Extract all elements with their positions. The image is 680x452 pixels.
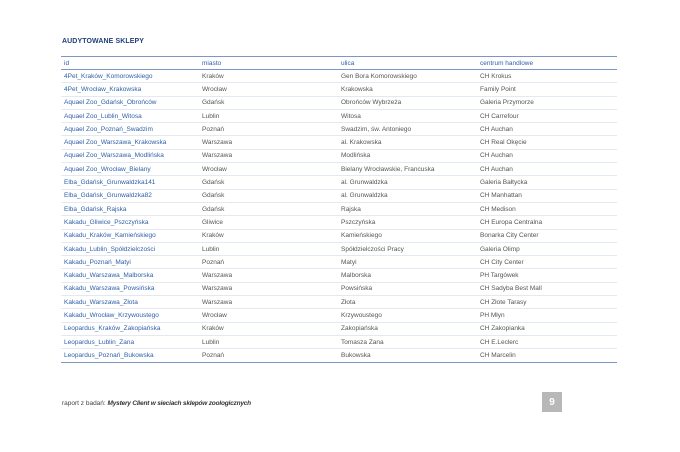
cell-city: Poznań bbox=[199, 256, 338, 269]
cell-city: Kraków bbox=[199, 322, 338, 335]
cell-mall: CH Carrefour bbox=[477, 109, 617, 122]
cell-id: Aquael Zoo_Warszawa_Krakowska bbox=[61, 136, 199, 149]
cell-mall: CH Auchan bbox=[477, 123, 617, 136]
cell-id: Aquael Zoo_Lublin_Witosa bbox=[61, 109, 199, 122]
table-row bbox=[61, 216, 617, 229]
cell-id: Kakadu_Gliwice_Pszczyńska bbox=[61, 216, 199, 229]
cell-mall: CH Real Okęcie bbox=[477, 136, 617, 149]
column-header-id: id bbox=[61, 57, 199, 70]
cell-mall: CH Sadyba Best Mall bbox=[477, 282, 617, 295]
cell-street: Powsińska bbox=[338, 282, 477, 295]
cell-mall: CH Krokus bbox=[477, 70, 617, 83]
cell-city: Lublin bbox=[199, 109, 338, 122]
cell-street: Gen Bora Komorowskiego bbox=[338, 70, 477, 83]
cell-street: Obrońców Wybrzeża bbox=[338, 96, 477, 109]
cell-id: Elba_Gdańsk_Rajska bbox=[61, 202, 199, 215]
cell-id: Aquael Zoo_Warszawa_Modlińska bbox=[61, 149, 199, 162]
cell-id: Kakadu_Lublin_Spółdzielczości bbox=[61, 242, 199, 255]
table-row bbox=[61, 242, 617, 255]
cell-mall: CH Auchan bbox=[477, 149, 617, 162]
table-row bbox=[61, 309, 617, 322]
cell-street: Krakowska bbox=[338, 83, 477, 96]
cell-mall: CH E.Leclerc bbox=[477, 335, 617, 348]
cell-city: Lublin bbox=[199, 335, 338, 348]
table-row bbox=[61, 123, 617, 136]
cell-street: Tomasza Zana bbox=[338, 335, 477, 348]
table-row bbox=[61, 109, 617, 122]
cell-id: Kakadu_Poznań_Matyi bbox=[61, 256, 199, 269]
cell-street: Zakopiańska bbox=[338, 322, 477, 335]
cell-id: Kakadu_Warszawa_Powsińska bbox=[61, 282, 199, 295]
cell-street: Bukowska bbox=[338, 349, 477, 362]
cell-mall: CH Manhattan bbox=[477, 189, 617, 202]
table-row bbox=[61, 149, 617, 162]
cell-street: Swadzim, św. Antoniego bbox=[338, 123, 477, 136]
cell-city: Lublin bbox=[199, 242, 338, 255]
cell-mall: CH Złote Tarasy bbox=[477, 296, 617, 309]
cell-city: Poznań bbox=[199, 349, 338, 362]
cell-mall: CH Medison bbox=[477, 202, 617, 215]
cell-city: Gdańsk bbox=[199, 202, 338, 215]
cell-mall: Bonarka City Center bbox=[477, 229, 617, 242]
cell-street: al. Grunwaldzka bbox=[338, 189, 477, 202]
cell-street: Rajska bbox=[338, 202, 477, 215]
table-row bbox=[61, 335, 617, 348]
cell-mall: Galeria Bałtycka bbox=[477, 176, 617, 189]
cell-city: Kraków bbox=[199, 70, 338, 83]
cell-street: Krzywoustego bbox=[338, 309, 477, 322]
table-row bbox=[61, 282, 617, 295]
report-title: Mystery Client w sieciach sklepów zoologicznych bbox=[107, 400, 251, 407]
report-footer bbox=[62, 400, 251, 407]
cell-street: Bielany Wrocławskie, Francuska bbox=[338, 163, 477, 176]
cell-id: Elba_Gdańsk_Grunwaldzka82 bbox=[61, 189, 199, 202]
table-row bbox=[61, 202, 617, 215]
cell-id: Kakadu_Kraków_Kamieńskiego bbox=[61, 229, 199, 242]
cell-city: Warszawa bbox=[199, 149, 338, 162]
cell-city: Warszawa bbox=[199, 282, 338, 295]
cell-city: Warszawa bbox=[199, 296, 338, 309]
cell-city: Gdańsk bbox=[199, 176, 338, 189]
cell-city: Wrocław bbox=[199, 83, 338, 96]
cell-mall: CH Zakopianka bbox=[477, 322, 617, 335]
cell-city: Gdańsk bbox=[199, 189, 338, 202]
cell-id: Kakadu_Wrocław_Krzywoustego bbox=[61, 309, 199, 322]
cell-city: Warszawa bbox=[199, 269, 338, 282]
cell-id: 4Pet_Wrocław_Krakowska bbox=[61, 83, 199, 96]
cell-id: Aquael Zoo_Gdańsk_Obrońców bbox=[61, 96, 199, 109]
cell-mall: CH Auchan bbox=[477, 163, 617, 176]
cell-id: Leopardus_Lublin_Zana bbox=[61, 335, 199, 348]
cell-street: Kamieńskiego bbox=[338, 229, 477, 242]
cell-street: al. Krakowska bbox=[338, 136, 477, 149]
cell-id: Leopardus_Poznań_Bukowska bbox=[61, 349, 199, 362]
table-body bbox=[61, 70, 617, 363]
cell-city: Wrocław bbox=[199, 163, 338, 176]
table-header-row bbox=[61, 57, 617, 70]
table-row bbox=[61, 163, 617, 176]
table-row bbox=[61, 256, 617, 269]
cell-mall: Galeria Olimp bbox=[477, 242, 617, 255]
cell-id: Elba_Gdańsk_Grunwaldzka141 bbox=[61, 176, 199, 189]
cell-street: Witosa bbox=[338, 109, 477, 122]
cell-street: Malborska bbox=[338, 269, 477, 282]
cell-id: Kakadu_Warszawa_Złota bbox=[61, 296, 199, 309]
cell-street: Pszczyńska bbox=[338, 216, 477, 229]
table-row bbox=[61, 269, 617, 282]
table-row bbox=[61, 83, 617, 96]
table-row bbox=[61, 70, 617, 83]
cell-mall: CH Europa Centralna bbox=[477, 216, 617, 229]
cell-city: Poznań bbox=[199, 123, 338, 136]
cell-id: Aquael Zoo_Poznań_Swadzim bbox=[61, 123, 199, 136]
table-row bbox=[61, 136, 617, 149]
cell-city: Kraków bbox=[199, 229, 338, 242]
page-number: 9 bbox=[542, 392, 562, 412]
footer-prefix: raport z badań: bbox=[62, 400, 106, 407]
column-header-city: miasto bbox=[199, 57, 338, 70]
cell-id: Leopardus_Kraków_Zakopiańska bbox=[61, 322, 199, 335]
cell-street: Spółdzielczości Pracy bbox=[338, 242, 477, 255]
column-header-street: ulica bbox=[338, 57, 477, 70]
cell-street: Modlińska bbox=[338, 149, 477, 162]
cell-city: Gliwice bbox=[199, 216, 338, 229]
table-row bbox=[61, 322, 617, 335]
cell-mall: PH Targówek bbox=[477, 269, 617, 282]
cell-id: Kakadu_Warszawa_Malborska bbox=[61, 269, 199, 282]
table-row bbox=[61, 229, 617, 242]
table-row bbox=[61, 349, 617, 362]
table-row bbox=[61, 96, 617, 109]
cell-mall: Family Point bbox=[477, 83, 617, 96]
cell-city: Wrocław bbox=[199, 309, 338, 322]
audited-stores-table bbox=[61, 56, 617, 363]
column-header-mall: centrum handlowe bbox=[477, 57, 617, 70]
cell-street: Złota bbox=[338, 296, 477, 309]
cell-id: Aquael Zoo_Wrocław_Bielany bbox=[61, 163, 199, 176]
cell-street: Matyi bbox=[338, 256, 477, 269]
cell-street: al. Grunwaldzka bbox=[338, 176, 477, 189]
section-title: AUDYTOWANE SKLEPY bbox=[62, 38, 145, 45]
cell-city: Warszawa bbox=[199, 136, 338, 149]
cell-mall: PH Młyn bbox=[477, 309, 617, 322]
table-row bbox=[61, 176, 617, 189]
table-row bbox=[61, 296, 617, 309]
table-row bbox=[61, 189, 617, 202]
cell-mall: CH Marcelin bbox=[477, 349, 617, 362]
cell-mall: CH City Center bbox=[477, 256, 617, 269]
cell-mall: Galeria Przymorze bbox=[477, 96, 617, 109]
cell-id: 4Pet_Kraków_Komorowskiego bbox=[61, 70, 199, 83]
cell-city: Gdańsk bbox=[199, 96, 338, 109]
